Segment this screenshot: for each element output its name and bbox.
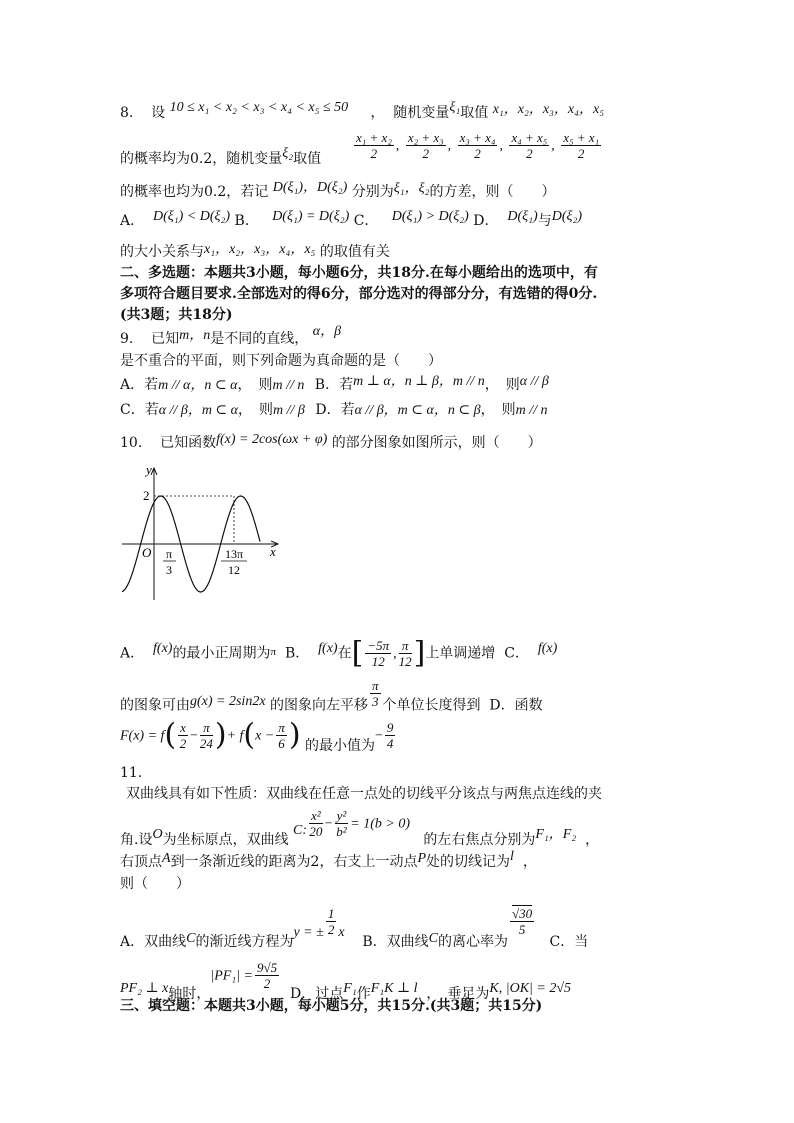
q8-number: 8. bbox=[120, 105, 134, 121]
q10-option-a[interactable]: A． bbox=[120, 645, 145, 662]
q11-line3: 右顶点A到一条渐近线的距离为2，右支上一动点P处的切线记为l ， bbox=[120, 849, 537, 870]
q10-line1: 10. 已知函数f(x) = 2cos(ωx + φ) 的部分图象如图所示，则（ ） bbox=[120, 432, 542, 451]
section2-line1: 二、多选题：本题共3小题，每小题6分，共18分.在每小题给出的选项中，有 bbox=[120, 265, 598, 281]
q9-option-b[interactable]: B．若 bbox=[314, 377, 354, 393]
q11-option-d[interactable]: D．过点 bbox=[290, 985, 344, 1002]
q8-option-d[interactable]: D． bbox=[473, 213, 499, 229]
q11-line2: 角.设O为坐标原点，双曲线 C: $\frac{\text{x²}}{20}$ − $\frac{\text{y²}}{\text{b²}}$ = 1(b > 0) 的左右焦点分别为F₁，F₂ ， bbox=[120, 808, 600, 848]
q9-option-a[interactable]: A．若 bbox=[120, 377, 159, 393]
tick2-den: 12 bbox=[228, 563, 240, 577]
tick1-num: π bbox=[165, 547, 173, 561]
q9-option-c[interactable]: C．若 bbox=[120, 402, 159, 418]
q8-line1: 8. 设 10 ≤ x₁ < x₂ < x₃ < x₄ < x₅ ≤ 50 ， 随机变量ξ₁取值 x₁，x₂，x₃，x₄，x₅ bbox=[120, 100, 605, 121]
q9-line2: 是不重合的平面，则下列命题为真命题的是（ ） bbox=[120, 353, 442, 369]
q11-line4: 则（ ） bbox=[120, 876, 190, 892]
q9-option-d[interactable]: D．若 bbox=[315, 402, 355, 418]
q11-option-b[interactable]: B．双曲线 bbox=[362, 933, 429, 950]
q10-options-line1: A． f(x)的最小正周期为$^\pi$ B． f(x)在[ $\frac{-5\pi}{12}$ , $\frac{\pi}{12}$ ]上单调递增 C． f(x) bbox=[120, 635, 558, 671]
q11-option-a[interactable]: A．双曲线 bbox=[120, 933, 187, 950]
tick1-den: 3 bbox=[166, 563, 172, 577]
q10-cosine-graph bbox=[118, 462, 288, 602]
q8-condition: 10 ≤ x₁ < x₂ < x₃ < x₄ < x₅ ≤ 50 bbox=[169, 100, 349, 115]
q9-line1: 9. 已知m，n是不同的直线， α，β bbox=[120, 324, 342, 347]
section2-line2: 多项符合题目要求.全部选对的得6分，部分选对的得部分分，有选错的得0分. bbox=[120, 286, 598, 302]
q11-options-line2: PF₂ ⊥ x轴时，|PF₁| = $\frac{9√5}{2}$ D．过点F₁作F₁K ⊥ l ， 垂足为K, |OK| = 2√5 bbox=[120, 960, 572, 1002]
y-axis-label: y bbox=[146, 462, 152, 477]
q8-option-c[interactable]: C． bbox=[353, 213, 379, 229]
q8-fractions: $\frac{\text{x₁ + x₂}}{2}$ , $\frac{\text{x₂ + x₃}}{2}$ , $\frac{\text{x₃ + x₄}}{2}$ , $\frac{\text{x₄ + x₅}}{2}$ , $\frac{\text{x₅ + x₁}}{2}$ bbox=[356, 130, 600, 161]
q11-number: 11. bbox=[120, 765, 143, 781]
tick2-num: 13π bbox=[224, 547, 244, 561]
q8-line2: 的概率均为0.2，随机变量ξ₂取值 bbox=[120, 146, 322, 167]
q11-line1: 双曲线具有如下性质：双曲线在任意一点处的切线平分该点与两焦点连线的夹 bbox=[126, 786, 602, 802]
q9-options-cd: C．若α // β，m ⊂ α， 则m // β D．若α // β，m ⊂ α，n ⊂ β， 则m // n bbox=[120, 402, 548, 418]
section3-heading: 三、填空题：本题共3小题，每小题5分，共15分.(共3题；共15分) bbox=[120, 998, 543, 1014]
x-axis-label: x bbox=[270, 544, 276, 559]
origin-label: O bbox=[142, 545, 152, 560]
q10-options-line3: F(x) = f( $\frac{x}{2}$ − $\frac{\pi}{24}$ )+ f(x − $\frac{\pi}{6}$ ) 的最小值为− $\frac{9}{4}$ bbox=[120, 717, 394, 754]
q10-option-c[interactable]: C． bbox=[504, 645, 529, 662]
q8-line3: 的概率也均为0.2，若记 D(ξ₁)，D(ξ₂) 分别为ξ₁，ξ₂的方差，则（ ） bbox=[120, 180, 556, 200]
q8-option-b[interactable]: B． bbox=[234, 213, 259, 229]
q9-options-ab: A．若m // α，n ⊂ α， 则m // n B．若m ⊥ α，n ⊥ β，m // n， 则α // β bbox=[120, 374, 549, 393]
q10-option-b[interactable]: B． bbox=[284, 645, 310, 662]
q10-options-line2: 的图象可由g(x) = 2sin2x 的图象向左平移 $\frac{\pi}{3}$ 个单位长度得到 D．函数 bbox=[120, 678, 543, 714]
q11-options-line1: A．双曲线C的渐近线方程为y = ± $\frac{1}{2}$ x B．双曲线C的离心率为 $\frac{√30}{5}$ C．当 bbox=[120, 906, 589, 950]
section2-line3: (共3题；共18分) bbox=[120, 307, 233, 323]
q8-line5: 的大小关系与x₁，x₂，x₃，x₄，x₅ 的取值有关 bbox=[120, 242, 390, 260]
q8-options: A． D(ξ₁) < D(ξ₂) B． D(ξ₁) = D(ξ₂) C． D(ξ₁) > D(ξ₂) D． D(ξ₁)与D(ξ₂) bbox=[120, 209, 582, 229]
q11-option-c[interactable]: C．当 bbox=[549, 933, 589, 950]
y-tick-2: 2 bbox=[143, 488, 150, 503]
q8-option-a[interactable]: A． bbox=[120, 213, 145, 229]
q10-option-d[interactable]: D．函数 bbox=[489, 697, 543, 714]
